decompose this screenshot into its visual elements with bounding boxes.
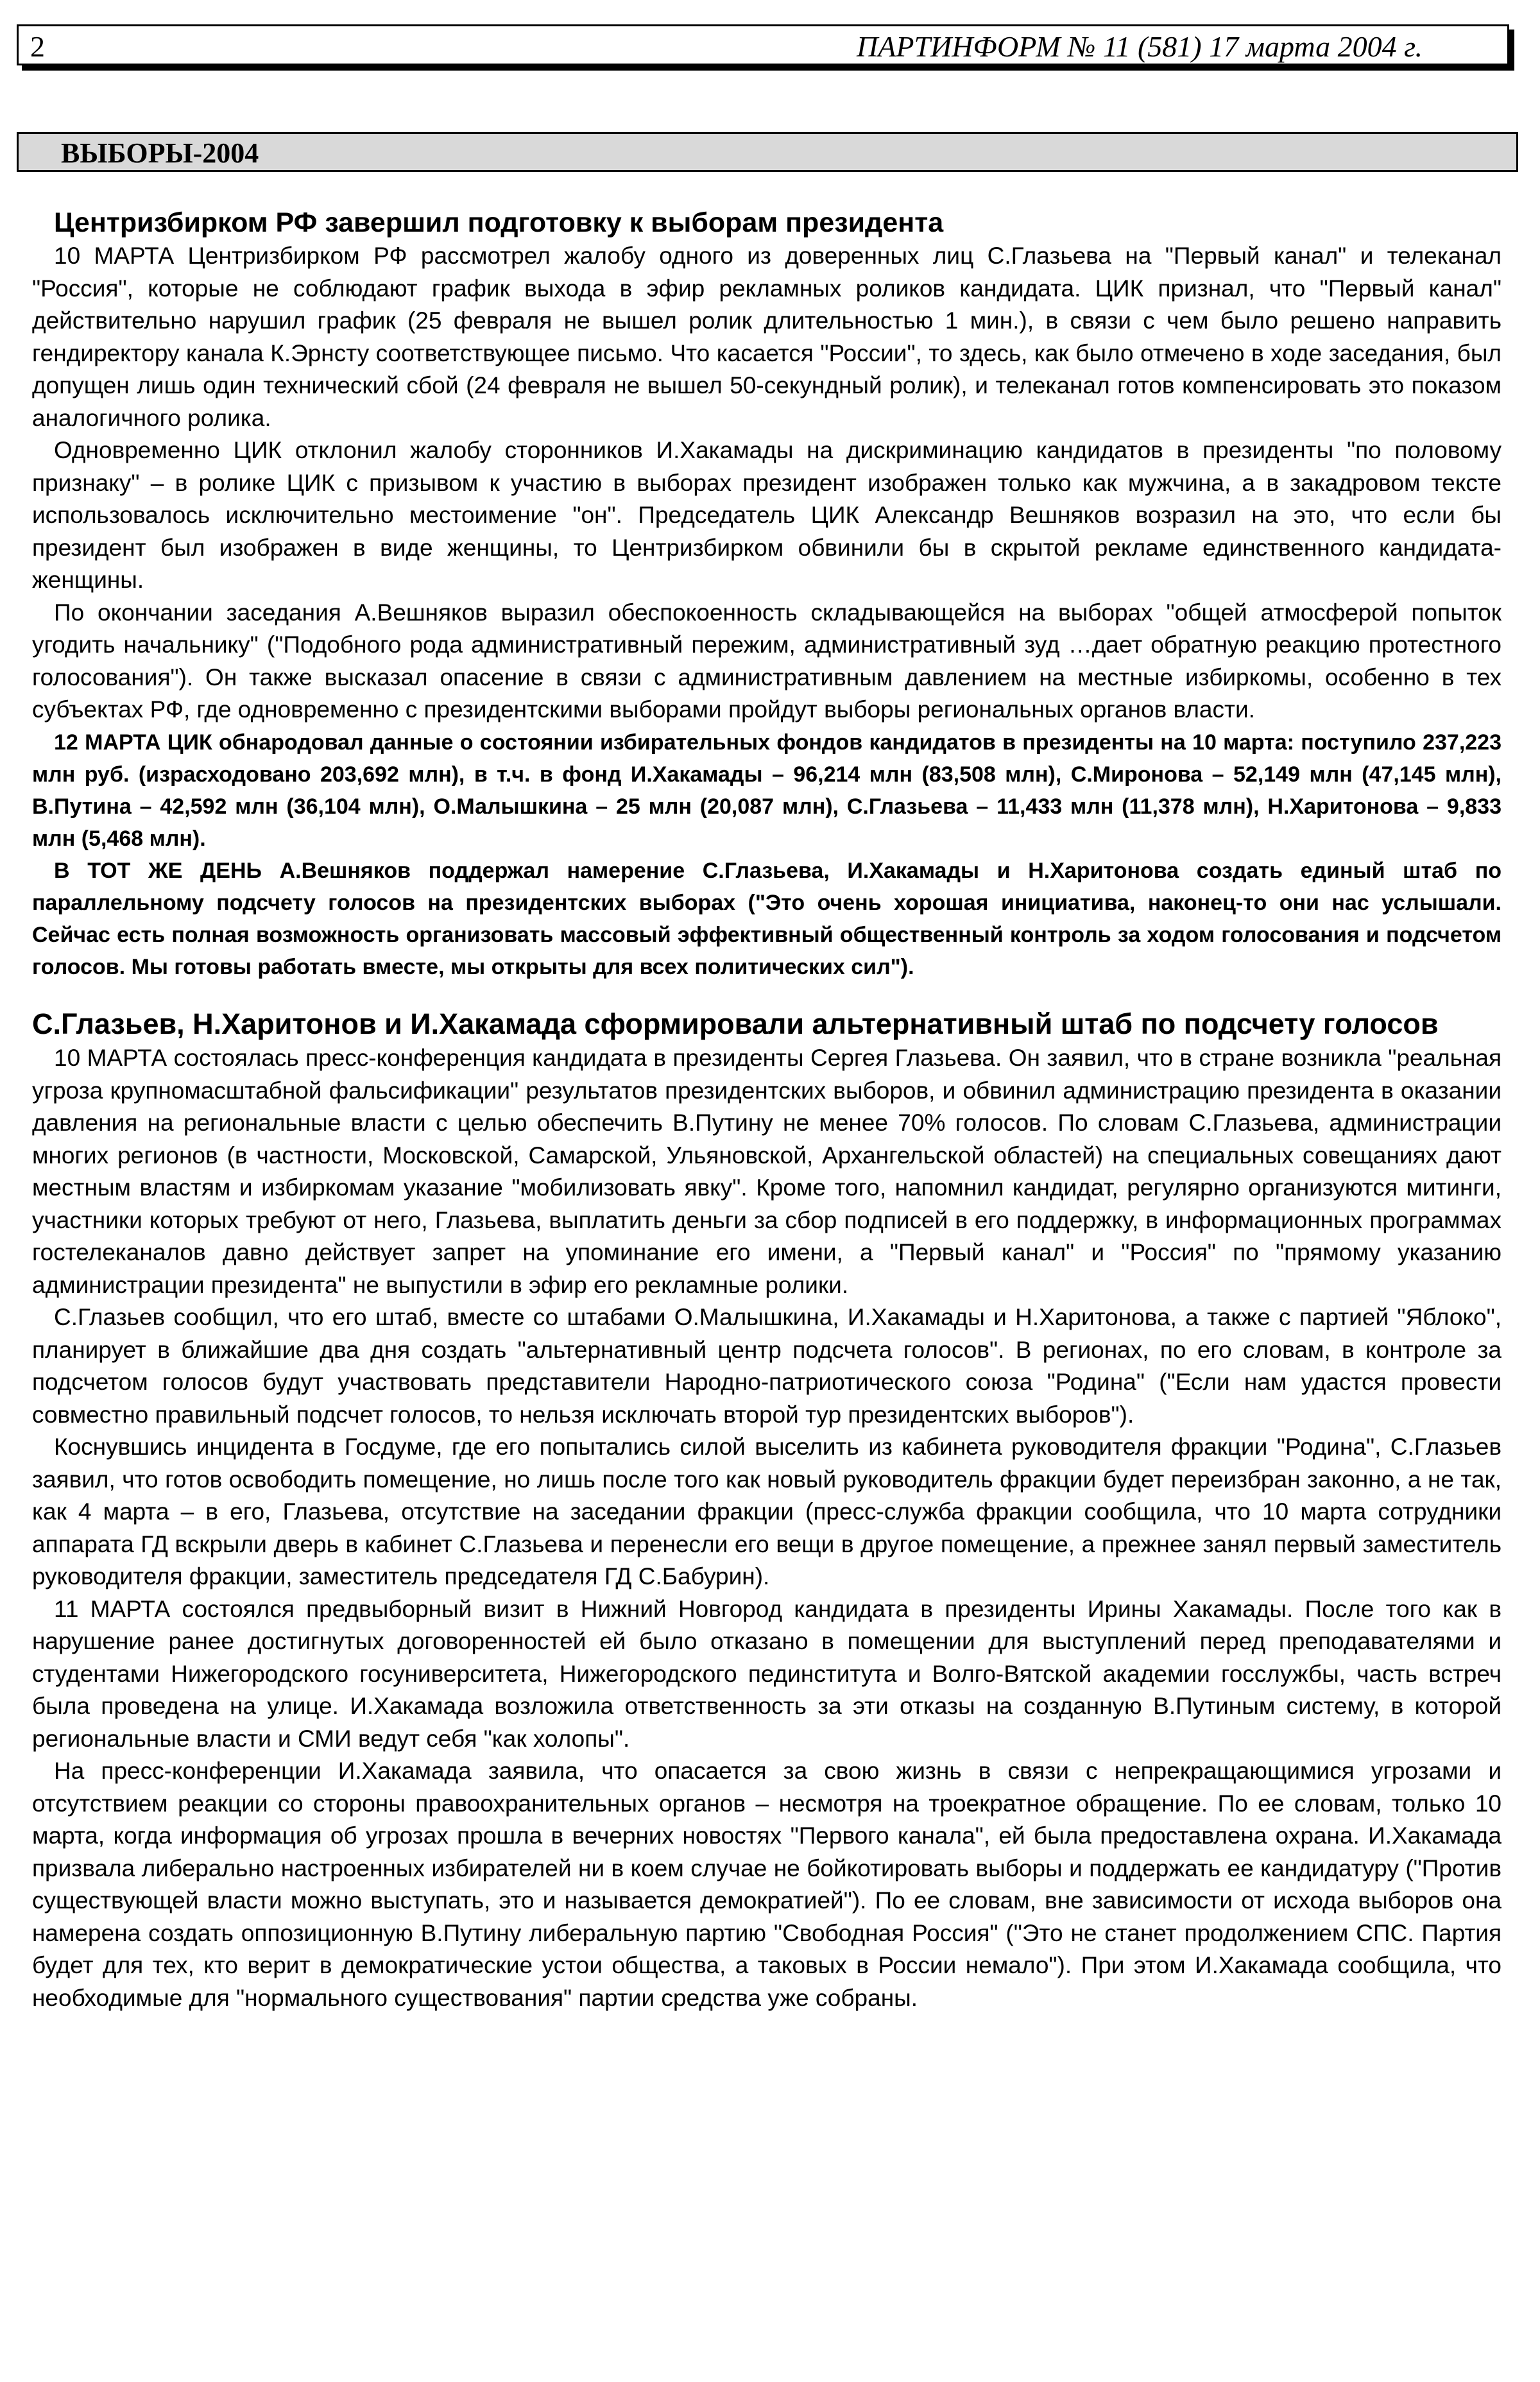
article-paragraph: 10 МАРТА Центризбирком РФ рассмотрел жалобу одного из доверенных лиц С.Глазьева на "Первый канал" и телеканал "Россия", которые не соблюдают график выхода в эфир рекламных роликов кандидата. ЦИК признал, что "Первый канал" действительно нарушил график (25 февраля не вышел ролик длительностью 1 мин.), в связи с чем было решено направить гендиректору канала К.Эрнсту соответствующее письмо. Что касается "России", то здесь, как было отмечено в ходе заседания, был допущен лишь один технический сбой (24 февраля не вышел 50-секундный ролик), и телеканал готов компенсировать это показом аналогичного ролика. — [32, 243, 1502, 431]
article-paragraph-bold: 12 МАРТА ЦИК обнародовал данные о состоянии избирательных фондов кандидатов в президенты на 10 марта: поступило 237,223 млн руб. (израсходовано 203,692 млн), в т.ч. в фонд И.Хакамады – 96,214 млн (83,508 млн), С.Миронова – 52,149 млн (47,145 млн), В.Путина – 42,592 млн (36,104 млн), О.Малышкина – 25 млн (20,087 млн), С.Глазьева – 11,433 млн (11,378 млн), Н.Харитонова – 9,833 млн (5,468 млн). — [32, 730, 1502, 851]
article-alt-hq — [32, 1007, 1502, 2014]
article-paragraph: На пресс-конференции И.Хакамада заявила, что опасается за свою жизнь в связи с непрекращающимися угрозами и отсутствием реакции со стороны правоохранительных органов – несмотря на троекратное обращение. По ее словам, только 10 марта, когда информация об угрозах прошла в вечерних новостях "Первого канала", ей была предоставлена охрана. И.Хакамада призвала либерально настроенных избирателей ни в коем случае не бойкотировать выборы и поддержать ее кандидатуру ("Против существующей власти можно выступать, это и называется демократией"). По ее словам, вне зависимости от исхода выборов она намерена создать оппозиционную В.Путину либеральную партию "Свободная Россия" ("Это не станет продолжением СПС. Партия будет для тех, кто верит в демократические устои общества, а таковых в России немало"). При этом И.Хакамада сообщила, что необходимые для "нормального существования" партии средства уже собраны. — [32, 1758, 1502, 2011]
article-paragraph: 10 МАРТА состоялась пресс-конференция кандидата в президенты Сергея Глазьева. Он заявил, что в стране возникла "реальная угроза крупномасштабной фальсификации" результатов президентских выборов, и обвинил администрацию президента в оказании давления на региональные власти с целью обеспечить В.Путину не менее 70% голосов. По словам С.Глазьева, администрации многих регионов (в частности, Московской, Самарской, Ульяновской, Архангельской областей) на специальных совещаниях дают местным властям и избиркомам указание "мобилизовать явку". Кроме того, напомнил кандидат, регулярно организуются митинги, участники которых требуют от него, Глазьева, выплатить деньги за сбор подписей в его поддержку, в информационных программах гостелеканалов давно действует запрет на упоминание его имени, а "Первый канал" и "Россия" по "прямому указанию администрации президента" не выпустили в эфир его рекламные ролики. — [32, 1045, 1502, 1298]
article-paragraph-bold: В ТОТ ЖЕ ДЕНЬ А.Вешняков поддержал намерение С.Глазьева, И.Хакамады и Н.Харитонова создать единый штаб по параллельному подсчету голосов на президентских выборах ("Это очень хорошая инициатива, наконец-то они нас услышали. Сейчас есть полная возможность организовать массовый эффективный общественный контроль за ходом голосования и подсчетом голосов. Мы готовы работать вместе, мы открыты для всех политических сил"). — [32, 858, 1502, 979]
article-paragraph: 11 МАРТА состоялся предвыборный визит в Нижний Новгород кандидата в президенты Ирины Хакамады. После того как в нарушение ранее достигнутых договоренностей ей было отказано в помещении для выступлений перед преподавателями и студентами Нижегородского госуниверситета, Нижегородского пединститута и Волго-Вятской академии госслужбы, часть встреч была проведена на улице. И.Хакамада возложила ответственность за эти отказы на созданную В.Путиным систему, в которой региональные власти и СМИ ведут себя "как холопы". — [32, 1595, 1502, 1752]
page-header — [17, 24, 1509, 65]
page-number: 2 — [30, 30, 45, 63]
article-paragraph: По окончании заседания А.Вешняков выразил обеспокоенность складывающейся на выборах "общей атмосферой попыток угодить начальнику" ("Подобного рода административный пережим, административный зуд …дает обратную реакцию протестного голосования"). Он также высказал опасение в связи с административным давлением на местные избиркомы, особенно в тех субъектах РФ, где одновременно с президентскими выборами пройдут выборы региональных органов власти. — [32, 599, 1502, 723]
article-cec — [32, 207, 1502, 983]
article-paragraph: Коснувшись инцидента в Госдуме, где его попытались силой выселить из кабинета руководителя фракции "Родина", С.Глазьев заявил, что готов освободить помещение, но лишь после того как новый руководитель фракции будет переизбран законно, а не так, как 4 марта – в его, Глазьева, отсутствие на заседании фракции (пресс-служба фракции сообщила, что 10 марта сотрудники аппарата ГД вскрыли дверь в кабинет С.Глазьева и перенесли его вещи в другое помещение, а прежнее занял первый заместитель руководителя фракции, заместитель председателя ГД С.Бабурин). — [32, 1434, 1502, 1589]
article-paragraph: Одновременно ЦИК отклонил жалобу сторонников И.Хакамады на дискриминацию кандидатов в президенты "по половому признаку" – в ролике ЦИК с призывом к участию в выборах президент изображен только как мужчина, а в закадровом тексте использовалось исключительно местоимение "он". Председатель ЦИК Александр Вешняков возразил на это, что если бы президент был изображен в виде женщины, то Центризбирком обвинили бы в скрытой рекламе единственного кандидата-женщины. — [32, 437, 1502, 593]
section-title: ВЫБОРЫ-2004 — [61, 137, 259, 169]
article-paragraph: С.Глазьев сообщил, что его штаб, вместе со штабами О.Малышкина, И.Хакамады и Н.Харитонова, а также с партией "Яблоко", планирует в ближайшие два дня создать "альтернативный центр подсчета голосов". В регионах, по его словам, в контроле за подсчетом голосов будут участвовать представители Народно-патриотического союза "Родина" ("Если нам удастся провести совместно правильный подсчет голосов, то нельзя исключать второй тур президентских выборов"). — [32, 1304, 1502, 1428]
article-headline: Центризбирком РФ завершил подготовку к выборам президента — [54, 207, 944, 238]
article-headline: С.Глазьев, Н.Харитонов и И.Хакамада сформировали альтернативный штаб по подсчету голосов — [32, 1007, 1439, 1040]
section-bar — [17, 132, 1518, 172]
issue-line: ПАРТИНФОРМ № 11 (581) 17 марта 2004 г. — [857, 30, 1423, 63]
